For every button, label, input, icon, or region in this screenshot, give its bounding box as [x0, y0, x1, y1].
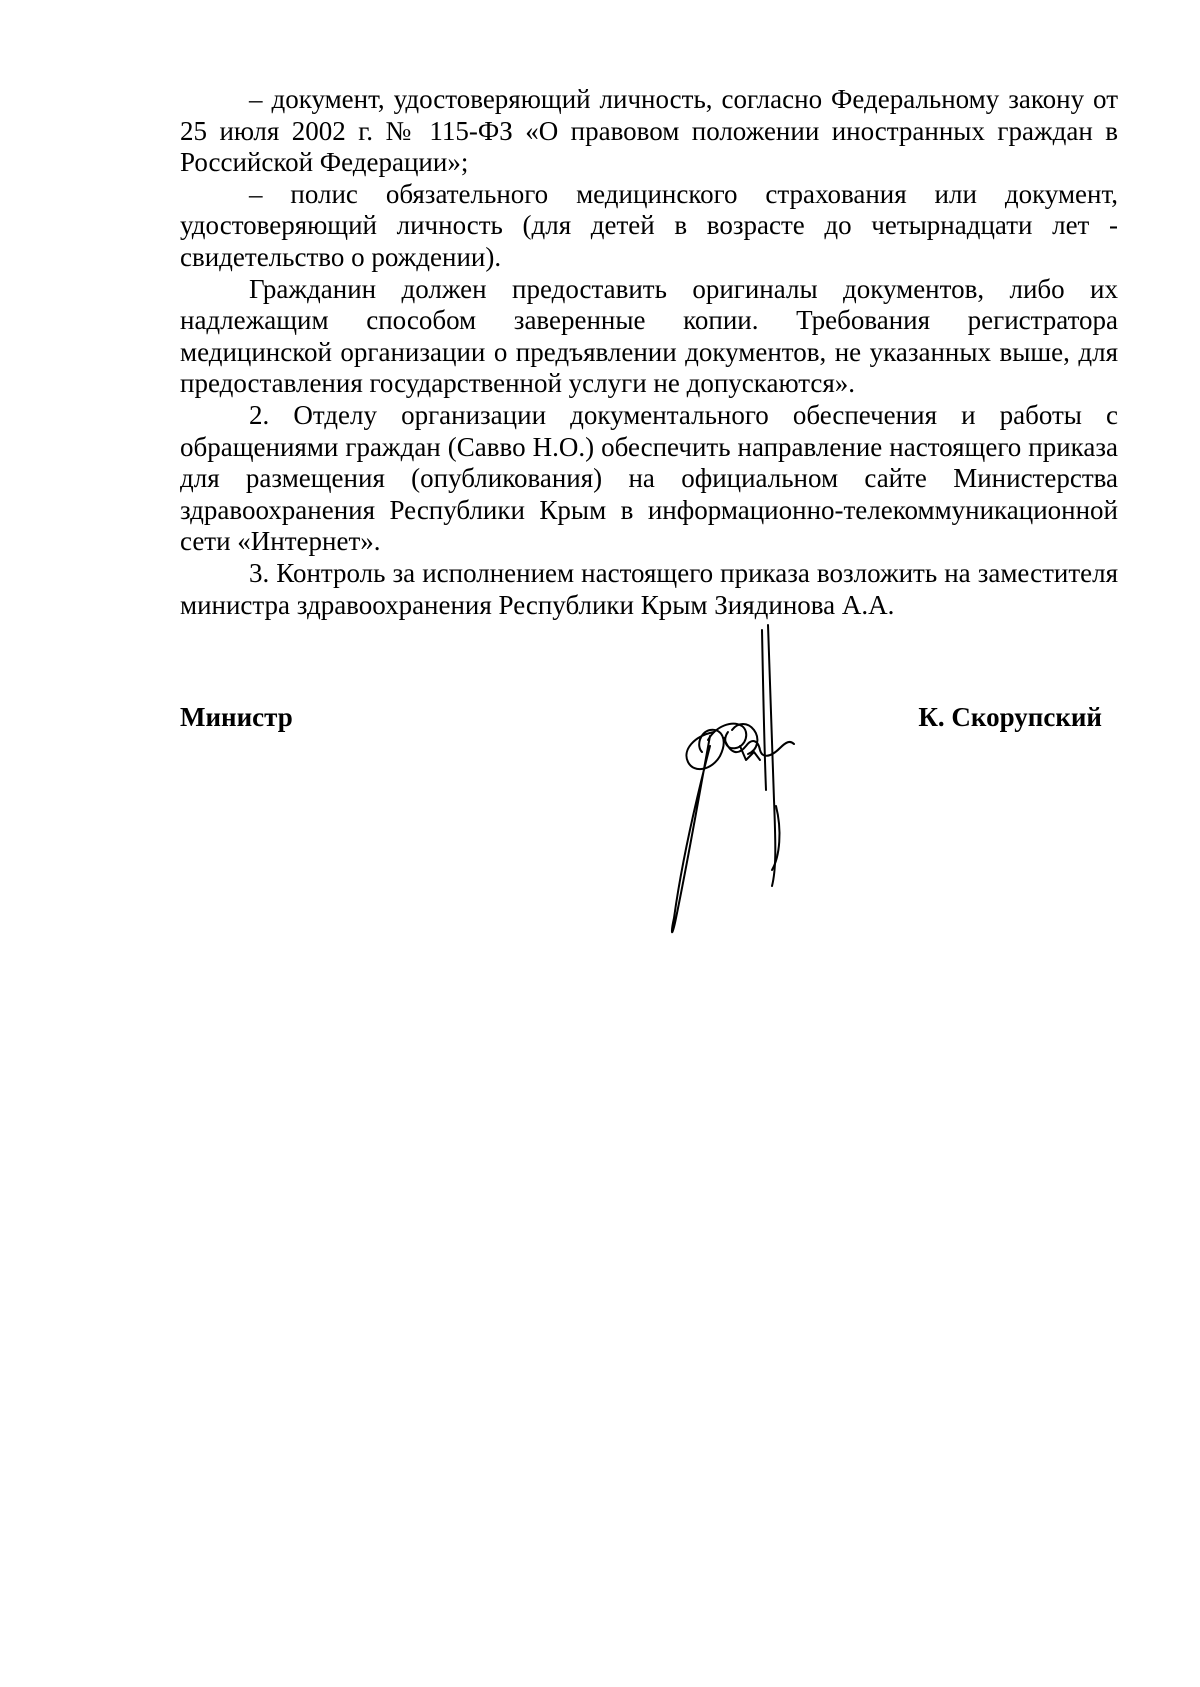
signatory-name: К. Скорупский [918, 702, 1102, 732]
signatory-title: Министр [180, 702, 293, 732]
paragraph-item-2: 2. Отделу организации документального обеспечения и работы с обращениями граждан (Савво Н.О.) обеспечить направление настоящего приказа для размещения (опубликования) на официальном сайте Министерства здравоохранения Республики Крым в информационно-телекоммуникационной сети «Интернет». [180, 399, 1118, 557]
document-body [180, 84, 1118, 621]
paragraph-insurance-policy: – полис обязательного медицинского страхования или документ, удостоверяющий личность (для детей в возрасте до четырнадцати лет - свидетельство о рождении). [180, 178, 1118, 272]
paragraph-originals: Гражданин должен предоставить оригиналы документов, либо их надлежащим способом заверенные копии. Требования регистратора медицинской организации о предъявлении документов, не указанных выше, для предоставления государственной услуги не допускаются». [180, 273, 1118, 399]
handwritten-signature-icon [650, 620, 830, 940]
paragraph-item-3: 3. Контроль за исполнением настоящего приказа возложить на заместителя министра здравоохранения Республики Крым Зиядинова А.А. [180, 557, 1118, 620]
paragraph-identity-document: – документ, удостоверяющий личность, согласно Федеральному закону от 25 июля 2002 г. № 115-ФЗ «О правовом положении иностранных граждан в Российской Федерации»; [180, 84, 1118, 178]
